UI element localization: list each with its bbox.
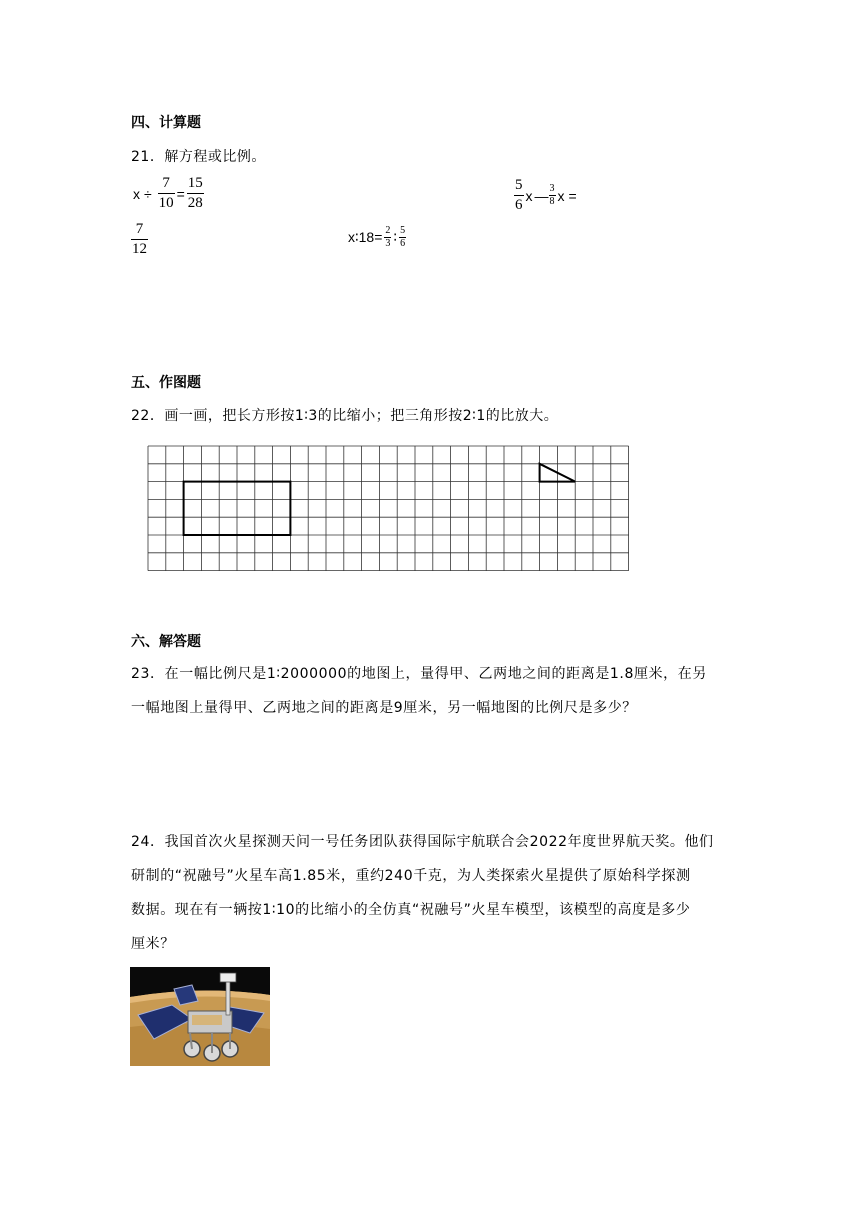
eq2-equals: = xyxy=(568,187,577,204)
section-5-title: 五、作图题 xyxy=(131,375,201,391)
q24-line-3: 数据。现在有一辆按1∶10的比缩小的全仿真“祝融号”火星车模型，该模型的高度是多少 xyxy=(131,902,691,918)
q24-line-2: 研制的“祝融号”火星车高1.85米，重约240千克，为人类探索火星提供了原始科学探测 xyxy=(131,868,691,884)
q23-line-2: 一幅地图上量得甲、乙两地之间的距离是9厘米，另一幅地图的比例尺是多少？ xyxy=(131,700,637,716)
eq2-fraction-2: $\frac{3}{8}$ xyxy=(549,183,555,207)
eq2-var-2: x xyxy=(557,187,565,204)
eq1-fraction-1: $\frac{7}{10}$ xyxy=(158,175,174,211)
eq1-fraction-2: $\frac{15}{28}$ xyxy=(187,175,203,211)
eq1-var: x xyxy=(133,185,140,202)
eq2-var-1: x xyxy=(525,187,533,204)
eq3-lhs: x∶18= xyxy=(348,229,383,245)
drawing-grid[interactable] xyxy=(147,445,630,572)
eq1-op: ÷ xyxy=(144,185,152,202)
eq2-result xyxy=(131,222,148,257)
equation-1 xyxy=(131,176,204,211)
eq1-equals: = xyxy=(176,185,185,202)
question-24 xyxy=(131,825,714,961)
question-22-prompt: 22．画一画，把长方形按1∶3的比缩小；把三角形按2∶1的比放大。 xyxy=(131,408,559,424)
eq3-fraction-2: $\frac{5}{6}$ xyxy=(400,225,406,249)
eq3-colon: ∶ xyxy=(393,229,398,245)
q24-line-4: 厘米？ xyxy=(131,936,175,952)
eq2-fraction-3: $\frac{7}{12}$ xyxy=(132,221,147,257)
equation-3 xyxy=(346,226,406,249)
equation-2 xyxy=(514,178,579,213)
grid-svg[interactable] xyxy=(147,445,630,572)
question-21-prompt: 21．解方程或比例。 xyxy=(131,149,266,165)
mars-rover-image xyxy=(130,967,270,1066)
eq3-fraction-1: $\frac{2}{3}$ xyxy=(385,225,391,249)
q23-line-1: 23．在一幅比例尺是1∶2000000的地图上，量得甲、乙两地之间的距离是1.8厘米，在另 xyxy=(131,666,707,682)
q24-line-1: 24．我国首次火星探测天问一号任务团队获得国际宇航联合会2022年度世界航天奖。他们 xyxy=(131,834,714,850)
eq2-fraction-1: $\frac{5}{6}$ xyxy=(515,177,523,213)
question-23 xyxy=(131,657,707,725)
eq2-op: — xyxy=(534,187,549,204)
section-4-title: 四、计算题 xyxy=(131,115,201,131)
section-6-title: 六、解答题 xyxy=(131,634,201,650)
